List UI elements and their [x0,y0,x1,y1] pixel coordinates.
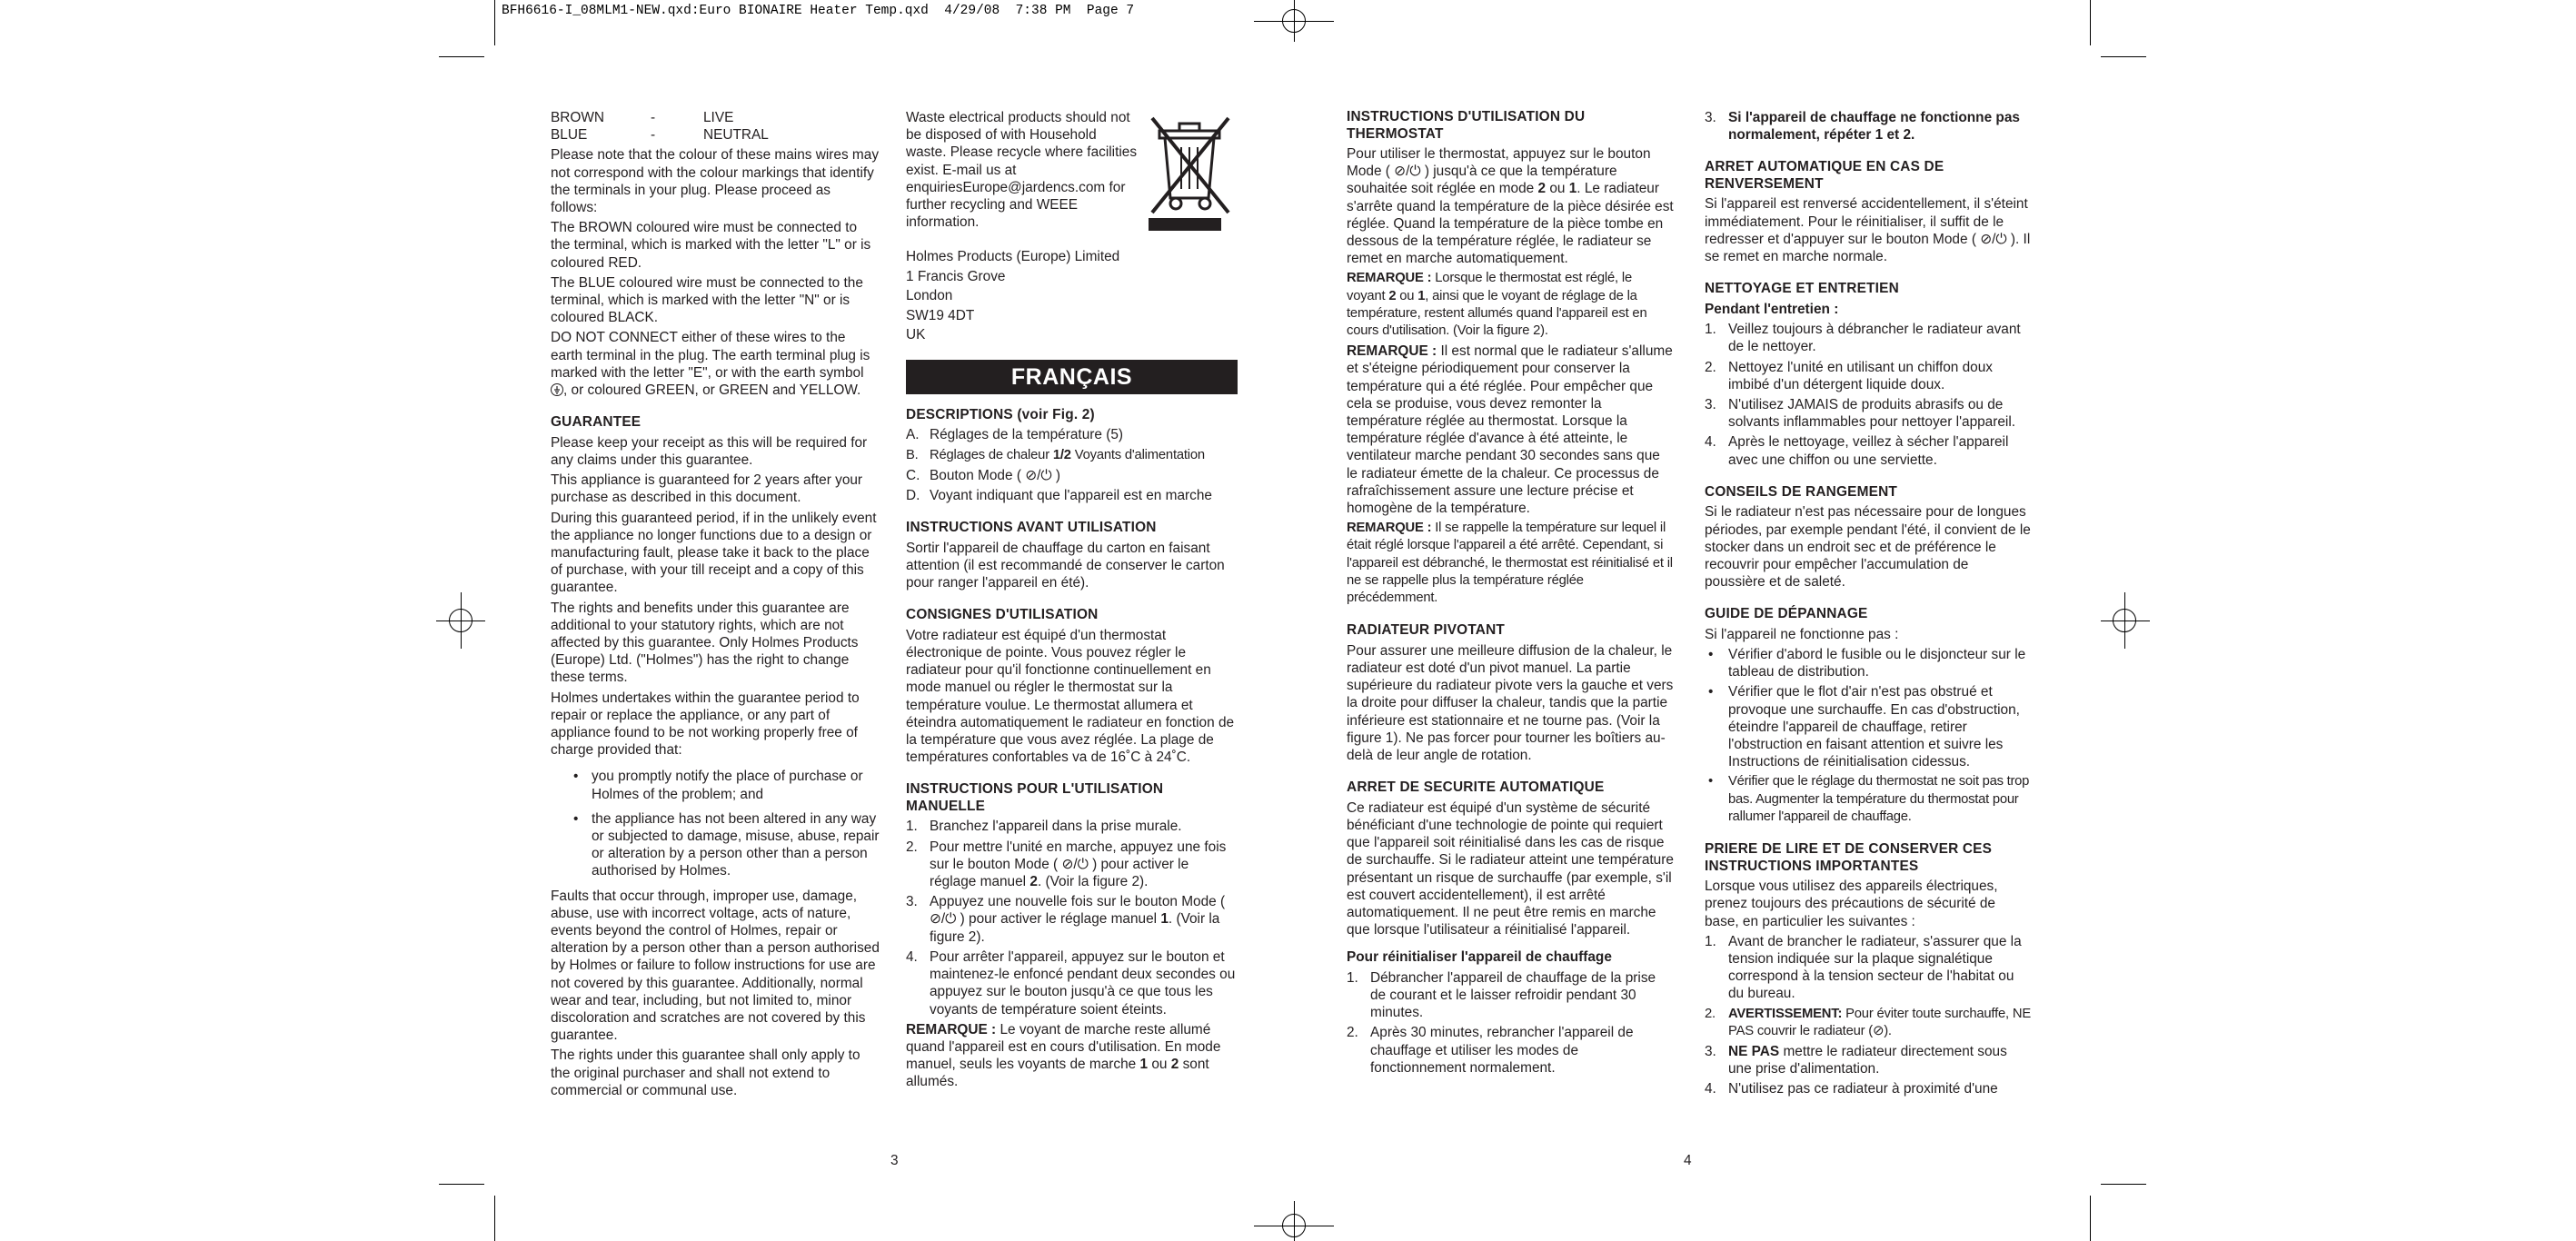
list-item: 1. Branchez l'appareil dans la prise murale. [906,819,1182,835]
slug-line: BFH6616-I_08MLM1-NEW.qxd:Euro BIONAIRE Heater Temp.qxd 4/29/08 7:38 PM Page 7 [502,4,1135,18]
list-item: 4. Pour arrêter l'appareil, appuyez sur le bouton et maintenez-le enfoncé pendant deux secondes ou appuyez sur le bouton jusqu'à ce que tous les voyants de température soient éteints. [906,948,1236,1018]
guarantee-conditions-list [551,768,880,879]
wire-row: BROWN - LIVE [551,110,734,125]
mode-button-icon: ⊘/⏻ [1975,231,2011,247]
crop-mark [494,0,495,45]
section-heading: CONSIGNES D'UTILISATION [906,607,1099,623]
page-number-left: 3 [890,1153,899,1168]
page-number-right: 4 [1684,1153,1692,1168]
crop-mark [439,1184,484,1185]
remark-paragraph: REMARQUE : Le voyant de marche reste allumé quand l'appareil est en cours d'utilisation. En mode manuel, seuls les voyants de marche 1 ou 2 sont allumés. [906,1021,1221,1090]
troubleshooting-list [1705,646,2032,826]
paragraph: DO NOT CONNECT either of these wires to the earth terminal in the plug. The earth terminal plug is marked with the letter "E", or with the earth symbol , or coloured GREEN, or GREEN and YELLOW. [551,330,870,399]
manual-use-list [906,818,1238,1018]
list-item: • Vérifier que le réglage du thermostat ne soit pas trop bas. Augmenter la température du thermostat pour rallumer l'appareil de chauffage. [1708,774,2030,824]
list-item: C. Bouton Mode ( ⊘/⏻ ) [906,467,1061,483]
list-item: 2. AVERTISSEMENT: Pour éviter toute surchauffe, NE PAS couvrir le radiateur (⊘). [1705,1006,2031,1038]
subsection-heading: Pour réinitialiser l'appareil de chauffage [1347,949,1612,966]
crop-mark [2090,0,2091,45]
paragraph: During this guaranteed period, if in the unlikely event the appliance no longer functions due to a design or manufacturing fault, please take it back to the place of purchase, with your till receipt and a copy of this guarantee. [551,510,877,596]
list-item: A. Réglages de la température (5) [906,427,1124,443]
paragraph: Pour assurer une meilleure diffusion de la chaleur, le radiateur est doté d'un pivot manuel. La partie supérieure du radiateur pivote vers la gauche et vers la droite pour diffuser la chaleur, tandis que la partie inférieure est stationnaire et ne tourne pas. (Voir la figure 1). Ne pas forcer pour tourner les boîtiers au-delà de leur angle de rotation. [1347,642,1674,763]
paragraph: The BLUE coloured wire must be connected to the terminal, which is marked with the letter "N" or is coloured BLACK. [551,274,863,326]
list-item: D. Voyant indiquant que l'appareil est en marche [906,488,1212,504]
mode-button-icon: ⊘/⏻ [930,911,960,928]
remark-paragraph: REMARQUE : Lorsque le thermostat est réglé, le voyant 2 ou 1, ainsi que le voyant de réglage de la température, restent allumés quand l'appareil est en cours d'utilisation. (Voir la figure 2). [1347,271,1647,339]
section-heading: DESCRIPTIONS (voir Fig. 2) [906,406,1095,422]
language-banner: FRANÇAIS [906,360,1238,394]
paragraph: Votre radiateur est équipé d'un thermostat électronique de pointe. Vous pouvez régler le radiateur pour qu'il fonctionne continuellement en mode manuel ou régler le thermostat sur la température voulue. Le thermostat allumera et éteindra automatiquement le radiateur en fonction de la température que vous avez réglée. La plage de températures confortables va de 16˚C à 24˚C. [906,627,1235,766]
descriptions-list [906,426,1238,504]
crop-mark [494,1196,495,1241]
section-heading: CONSEILS DE RANGEMENT [1705,483,1897,500]
section-heading: GUARANTEE [551,414,642,431]
weee-paragraph: Waste electrical products should not be disposed of with Household waste. Please recycle where facilities exist. E-mail us at enquiriesEurope@jardencs.com for further recycling and WEEE information. [906,110,1138,231]
section-heading: NETTOYAGE ET ENTRETIEN [1705,281,1899,297]
paragraph: Ce radiateur est équipé d'un système de sécurité bénéficiant d'une technologie de pointe qui requiert que l'appareil soit réinitialisé dans les cas de risque de surchauffe. Si le radiateur atteint une température présentant un risque de surchauffe (par exemple, s'il est couvert accidentellement), il est arrêté automatiquement. Il ne peut être remis en marche que lorsque l'utilisateur a réinitialisé l'appareil. [1347,799,1674,938]
list-item: 3. Appuyez une nouvelle fois sur le bouton Mode ( ⊘/⏻ ) pour activer le réglage manuel 1. (Voir la figure 2). [906,894,1226,945]
list-item: 2. Nettoyez l'unité en utilisant un chiffon doux imbibé d'un détergent liquide doux. [1705,359,1993,392]
mode-button-icon: ⊘/⏻ [1020,467,1056,483]
crop-mark [2101,1184,2146,1185]
paragraph: The BROWN coloured wire must be connected to the terminal, which is marked with the letter "L" or is coloured RED. [551,220,871,271]
list-item: • Vérifier que le flot d'air n'est pas obstrué et provoque une surchauffe. En cas d'obstruction, éteindre l'appareil de chauffage, retirer l'obstruction en faisant attention et suivre les Instructions de réinitialisation cidessus. [1708,684,2020,770]
crop-mark [2101,56,2146,57]
safety-list [1705,933,2032,1098]
paragraph: Faults that occur through, improper use, damage, abuse, use with incorrect voltage, acts of nature, events beyond the control of Holmes, repair or alteration by a person other than a person authorised by Holmes or failure to follow instructions for use are not covered by this guarantee. Additionally, normal wear and tear, including, but not limited to, minor discoloration and scratches are not covered by this guarantee. [551,888,880,1044]
cleaning-list [1705,321,2032,469]
column-english-wiring-guarantee [551,109,880,1102]
paragraph: Please note that the colour of these mains wires may not correspond with the colour markings that identify the terminals in your plug. Please proceed as follows: [551,147,880,216]
paragraph: Si l'appareil ne fonctionne pas : [1705,626,1899,642]
paragraph: This appliance is guaranteed for 2 years after your purchase as described in this document. [551,472,863,506]
reset-steps-list-continued [1705,109,2032,144]
crop-mark [2090,1196,2091,1241]
section-heading: INSTRUCTIONS AVANT UTILISATION [906,520,1157,536]
address-block: Holmes Products (Europe) Limited 1 Francis Grove London SW19 4DT UK [906,249,1120,343]
paragraph: Pour utiliser le thermostat, appuyez sur le bouton Mode ( ⊘/⏻ ) jusqu'à ce que la température souhaitée soit réglée en mode 2 ou 1. Le radiateur s'arrête quand la température de la pièce désirée est réglée. Quand la température de la pièce tombe en dessous de la température réglée, le radiateur se remet en marche automatiquement. [1347,146,1674,267]
subsection-heading: Pendant l'entretien : [1705,301,1839,317]
mode-button-icon: ⊘/⏻ [1389,164,1425,180]
paragraph: Si l'appareil est renversé accidentellement, il s'éteint immédiatement. Pour le réinitialiser, il suffit de le redresser et d'appuyer sur le bouton Mode ( ⊘/⏻ ). Il se remet en marche normale. [1705,196,2031,265]
column-thermostat [1347,109,1674,1079]
reset-steps-list [1347,969,1674,1077]
remark-paragraph: REMARQUE : Il se rappelle la température sur lequel il était réglé lorsque l'appareil a été arrêté. Cependant, si l'appareil est débranché, le thermostat est réinitialisé et il ne se rappelle plus la température réglée précédemment. [1347,521,1673,606]
paragraph: Please keep your receipt as this will be required for any claims under this guarantee. [551,434,868,468]
paragraph: The rights and benefits under this guarantee are additional to your statutory rights, which are not affected by this guarantee. Only Holmes Products (Europe) Ltd. ("Holmes") has the right to change these terms. [551,600,859,686]
weee-crossed-bin-icon [1145,111,1236,238]
earth-symbol-icon [551,383,563,396]
mode-button-icon: ⊘/⏻ [1058,856,1093,872]
wire-row: BLUE - NEUTRAL [551,127,769,144]
paragraph: Holmes undertakes within the guarantee period to repair or replace the appliance, or any part of appliance found to be not working properly free of charge provided that: [551,690,860,759]
column-weee-francais [906,109,1238,1094]
section-heading: RADIATEUR PIVOTANT [1347,622,1506,639]
crop-mark [439,56,484,57]
section-heading: ARRET DE SECURITE AUTOMATIQUE [1347,779,1605,796]
section-heading: INSTRUCTIONS D'UTILISATION DU THERMOSTAT [1347,109,1586,142]
section-heading: PRIERE DE LIRE ET DE CONSERVER CES INSTRUCTIONS IMPORTANTES [1705,841,1993,874]
list-item: 3. N'utilisez JAMAIS de produits abrasifs ou de solvants inflammables pour nettoyer l'appareil. [1705,397,2016,431]
do-not-cover-icon: ⊘ [1873,1023,1885,1038]
list-item: 4. N'utilisez pas ce radiateur à proximité d'une [1705,1081,1998,1097]
list-item: 1. Veillez toujours à débrancher le radiateur avant de le nettoyer. [1705,322,2021,355]
remark-paragraph: REMARQUE : Il est normal que le radiateur s'allume et s'éteigne périodiquement pour conserver la température qui a été réglée. Pour empêcher que cela se produise, vous devez remonter la température réglée au thermostat. Lorsque la température réglée d'avance à été atteinte, le ventilateur marche pendant 30 secondes sans que le radiateur émette de la chaleur. Ce processus de rafraîchissement assure une lecture précise et homogène de la température. [1347,343,1673,517]
section-heading: INSTRUCTIONS POUR L'UTILISATION MANUELLE [906,781,1164,814]
list-item: • you promptly notify the place of purchase or Holmes of the problem; and [573,769,863,802]
list-item: • Vérifier d'abord le fusible ou le disjoncteur sur le tableau de distribution. [1708,647,2026,680]
paragraph: Si le radiateur n'est pas nécessaire pour de longues périodes, par exemple pendant l'été, il convient de le stocker dans un endroit sec et de préférence le recouvrir pour empêcher l'accumulation de poussière et de saleté. [1705,504,2031,591]
list-item: 3. Si l'appareil de chauffage ne fonctionne pas normalement, répéter 1 et 2. [1705,110,2020,144]
section-heading: GUIDE DE DÉPANNAGE [1705,606,1868,622]
section-heading: ARRET AUTOMATIQUE EN CAS DE RENVERSEMENT [1705,159,1944,192]
list-item: 1. Avant de brancher le radiateur, s'assurer que la tension indiquée sur la plaque signalétique correspond à la tension secteur de l'habitat ou du bureau. [1705,933,2022,1002]
list-item: • the appliance has not been altered in any way or subjected to damage, misuse, abuse, repair or alteration by a person other than a person authorised by Holmes. [573,810,880,879]
list-item: 4. Après le nettoyage, veillez à sécher l'appareil avec une chiffon ou une serviette. [1705,434,2009,468]
list-item: 2. Après 30 minutes, rebrancher l'appareil de chauffage et utiliser les modes de fonctionnement normalement. [1347,1025,1634,1076]
column-maintenance-safety [1705,109,2032,1101]
list-item: 3. NE PAS mettre le radiateur directement sous une prise d'alimentation. [1705,1043,2007,1077]
paragraph: The rights under this guarantee shall only apply to the original purchaser and shall not extend to commercial or communal use. [551,1047,860,1098]
list-item: B. Réglages de chaleur 1/2 Voyants d'alimentation [906,447,1205,462]
paragraph: Sortir l'appareil de chauffage du carton en faisant attention (il est recommandé de conserver le carton pour ranger l'appareil en été). [906,540,1225,591]
paragraph: Lorsque vous utilisez des appareils électriques, prenez toujours des précautions de sécurité de base, en particulier les suivantes : [1705,879,1998,929]
list-item: 1. Débrancher l'appareil de chauffage de la prise de courant et le laisser refroidir pendant 30 minutes. [1347,969,1656,1021]
list-item: 2. Pour mettre l'unité en marche, appuyez une fois sur le bouton Mode ( ⊘/⏻ ) pour activer le réglage manuel 2. (Voir la figure 2). [906,839,1227,890]
